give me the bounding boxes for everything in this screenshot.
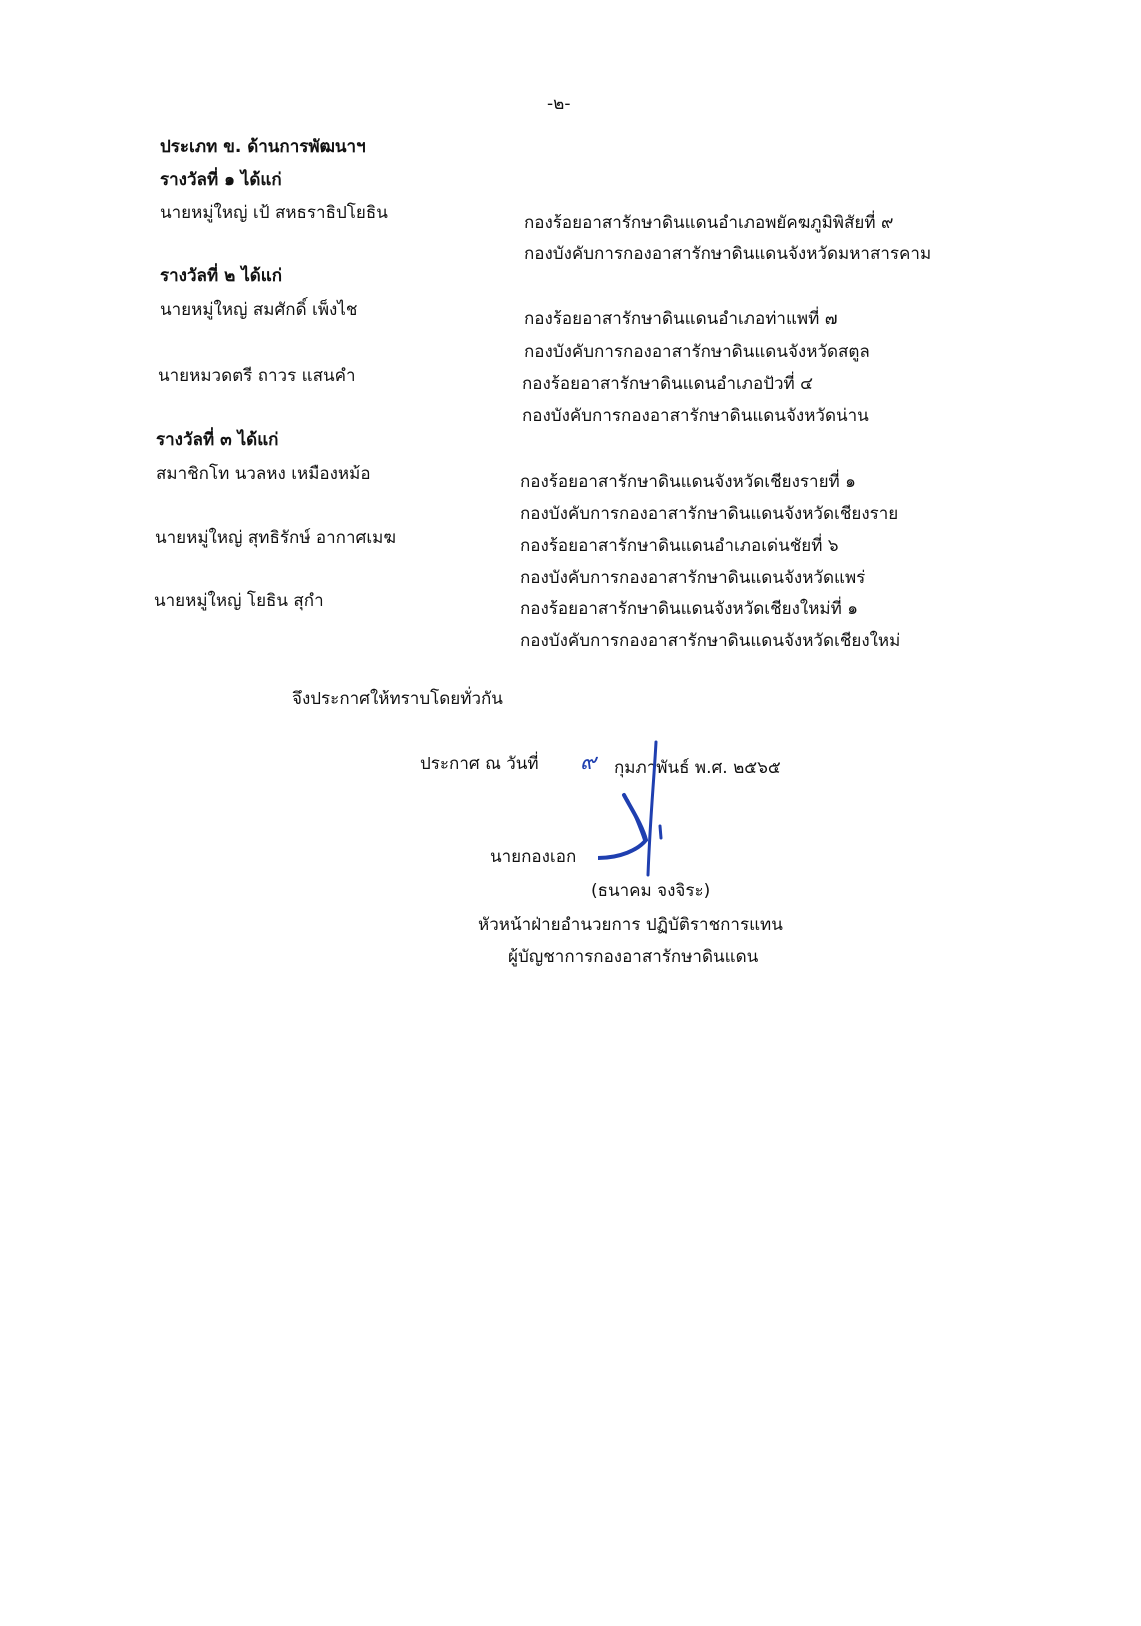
award-1-heading: รางวัลที่ ๑ ได้แก่	[160, 170, 282, 190]
award-2-recipient-1-unit: กองร้อยอาสารักษาดินแดนอำเภอท่าแพที่ ๗	[524, 309, 838, 329]
award-3-recipient-3-name: นายหมู่ใหญ่ โยธิน สุกำ	[154, 591, 324, 611]
award-3-recipient-2-command: กองบังคับการกองอาสารักษาดินแดนจังหวัดแพร่	[520, 568, 866, 588]
award-3-recipient-3-command: กองบังคับการกองอาสารักษาดินแดนจังหวัดเชียงใหม่	[520, 631, 901, 651]
award-1-recipient-1-unit: กองร้อยอาสารักษาดินแดนอำเภอพยัคฆภูมิพิสัยที่ ๙	[524, 213, 894, 233]
award-1-recipient-1-name: นายหมู่ใหญ่ เป้ สหธราธิปโยธิน	[160, 203, 388, 223]
award-2-recipient-2-unit: กองร้อยอาสารักษาดินแดนอำเภอปัวที่ ๔	[522, 374, 814, 394]
award-2-heading: รางวัลที่ ๒ ได้แก่	[160, 266, 283, 286]
award-3-recipient-2-unit: กองร้อยอาสารักษาดินแดนอำเภอเด่นชัยที่ ๖	[520, 536, 839, 556]
award-2-recipient-1-name: นายหมู่ใหญ่ สมศักดิ์ เพ็งไช	[160, 300, 358, 320]
award-3-recipient-1-name: สมาชิกโท นวลหง เหมืองหม้อ	[156, 464, 371, 484]
award-2-recipient-2-command: กองบังคับการกองอาสารักษาดินแดนจังหวัดน่าน	[522, 406, 869, 426]
award-2-recipient-1-command: กองบังคับการกองอาสารักษาดินแดนจังหวัดสตูล	[524, 342, 870, 362]
award-3-recipient-2-name: นายหมู่ใหญ่ สุทธิรักษ์ อากาศเมฆ	[155, 528, 396, 548]
date-month-year: กุมภาพันธ์ พ.ศ. ๒๕๖๕	[614, 758, 781, 778]
signatory-position-line-2: ผู้บัญชาการกองอาสารักษาดินแดน	[508, 947, 759, 967]
signatory-position-line-1: หัวหน้าฝ่ายอำนวยการ ปฏิบัติราชการแทน	[478, 915, 783, 935]
date-day: ๙	[580, 750, 597, 775]
award-2-recipient-2-name: นายหมวดตรี ถาวร แสนคำ	[158, 366, 356, 386]
signatory-name: (ธนาคม จงจิระ)	[591, 881, 711, 901]
award-3-recipient-1-command: กองบังคับการกองอาสารักษาดินแดนจังหวัดเชียงราย	[520, 504, 899, 524]
award-1-recipient-1-command: กองบังคับการกองอาสารักษาดินแดนจังหวัดมหาสารคาม	[524, 244, 932, 264]
section-title: ประเภท ข. ด้านการพัฒนาฯ	[160, 137, 366, 157]
signatory-rank: นายกองเอก	[490, 847, 577, 867]
page-number: -๒-	[547, 94, 571, 114]
award-3-recipient-3-unit: กองร้อยอาสารักษาดินแดนจังหวัดเชียงใหม่ที่ ๑	[520, 599, 859, 619]
award-3-recipient-1-unit: กองร้อยอาสารักษาดินแดนจังหวัดเชียงรายที่ ๑	[520, 472, 856, 492]
signature	[598, 740, 678, 890]
date-prefix: ประกาศ ณ วันที่	[420, 754, 539, 774]
announcement: จึงประกาศให้ทราบโดยทั่วกัน	[292, 689, 503, 709]
award-3-heading: รางวัลที่ ๓ ได้แก่	[156, 430, 279, 450]
